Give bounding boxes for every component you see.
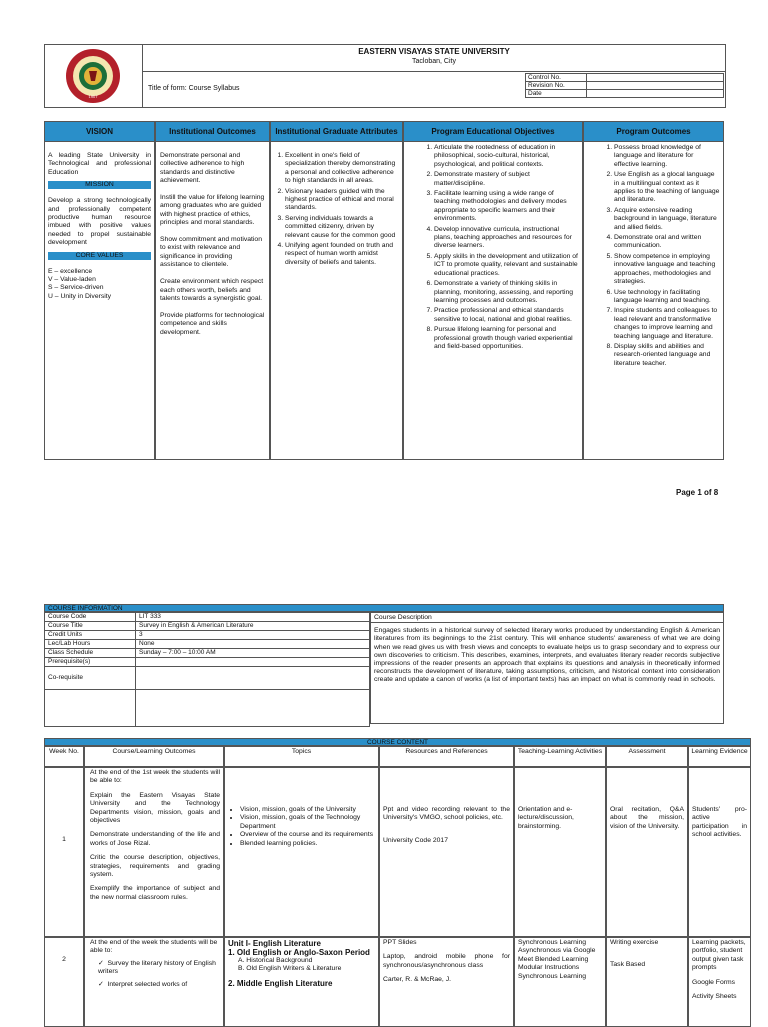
- info-value: LIT 333: [136, 613, 370, 622]
- outcome-item: [90, 981, 220, 989]
- topic-item: • Blended learning policies.: [240, 840, 375, 848]
- table-row: [45, 649, 370, 658]
- info-value: Survey in English & American Literature: [136, 622, 370, 631]
- info-value: Sunday – 7:00 – 10:00 AM: [136, 649, 370, 658]
- week2-evidence: [688, 937, 751, 1027]
- outcomes-header: Course/Learning Outcomes: [84, 746, 224, 767]
- program-outcome-item: 3. Acquire extensive reading background in language, literature and allied fields.: [614, 207, 720, 232]
- table-row: [45, 622, 370, 631]
- week1-resources: [379, 767, 514, 937]
- checkmark-icon: ✓: [98, 959, 104, 967]
- week2-activities: Synchronous Learning Asynchronous via Google Meet Blended Learning Modular Instructions Synchronous Learning: [514, 937, 606, 1027]
- week-no-header: Week No.: [44, 746, 84, 767]
- institutional-outcomes-column: [155, 142, 270, 460]
- form-title: Title of form: Course Syllabus: [148, 85, 240, 92]
- peo-item: 7. Practice professional and ethical standards sensitive to local, national and global realities.: [434, 307, 579, 324]
- peo-item: 1. Articulate the rootedness of education in philosophical, socio-cultural, historical, psychological, and political contexts.: [434, 144, 579, 169]
- revision-no-label: Revision No.: [526, 82, 587, 90]
- week2-topics: [224, 937, 379, 1027]
- peo-item: 6. Demonstrate a variety of thinking skills in planning, monitoring, assessing, and reporting learning processes and outcomes.: [434, 280, 579, 305]
- control-no-value: [587, 74, 724, 82]
- core-values-label: CORE VALUES: [48, 252, 151, 260]
- week-number: 1: [44, 767, 84, 937]
- resource-item: PPT Slides: [383, 939, 417, 946]
- inst-outcome-item: Create environment which respect each others worth, beliefs and talents towards a synergistic goal.: [160, 278, 264, 302]
- university-seal-logo: [45, 45, 142, 107]
- topic-item: B. Old English Writers & Literature: [238, 965, 342, 973]
- inst-outcome-item: Instill the value for lifelong learning among graduates who are guided with highest practice of ethics, principles and moral standards.: [160, 194, 265, 227]
- topic-item: • Overview of the course and its requirements: [240, 831, 375, 839]
- assessment-header: Assessment: [606, 746, 688, 767]
- date-value: [587, 90, 724, 98]
- vision-text: A leading State University in Technological and professional Education: [48, 152, 151, 176]
- topics-header: Topics: [224, 746, 379, 767]
- page-number: Page 1 of 8: [676, 488, 719, 497]
- date-label: Date: [526, 90, 587, 98]
- graduate-attributes-header: Institutional Graduate Attributes: [270, 121, 403, 142]
- info-key: Prerequisite(s): [45, 658, 136, 667]
- outcome-item: At the end of the 1st week the students will be able to:: [90, 769, 220, 785]
- vision-column: [44, 142, 155, 460]
- control-no-label: Control No.: [526, 74, 587, 82]
- table-row: [45, 658, 370, 667]
- outcome-item: [90, 960, 220, 977]
- week1-evidence: Students' pro-active participation in school activities.: [688, 767, 751, 937]
- assessment-item: Writing exercise: [610, 939, 659, 946]
- info-key: Lec/Lab Hours: [45, 640, 136, 649]
- program-outcome-item: 7. Inspire students and colleagues to lead relevant and transformative changes to improve learning and teaching language and literature.: [614, 307, 720, 341]
- program-outcomes-column: [583, 142, 724, 460]
- peo-item: 3. Facilitate learning using a wide range of teaching methodologies and delivery modes appropriate to specific learners and their environments.: [434, 190, 579, 224]
- topic-item: • Vision, mission, goals of the University: [240, 806, 375, 814]
- vision-header: VISION: [44, 121, 155, 142]
- peo-item: 4. Develop innovative curricula, instructional plans, teaching approaches and resources for diverse learners.: [434, 226, 579, 251]
- info-key-empty: [45, 690, 136, 727]
- mission-label: MISSION: [48, 181, 151, 189]
- course-description-label: Course Description: [371, 614, 723, 623]
- week2-outcomes: [84, 937, 224, 1027]
- outcome-text: Survey the literary history of English writers: [98, 959, 216, 976]
- inst-outcome-item: Show commitment and motivation to exist with relevance and significance in providing assistance to clientele.: [160, 236, 262, 269]
- info-value: [136, 667, 370, 690]
- outcome-text: Interpret selected works of: [107, 980, 188, 988]
- assessment-item: Task Based: [610, 961, 646, 969]
- outcome-item: Explain the Eastern Visayas State University and the Technology Departments vision, mission, goals and objectives: [90, 791, 220, 825]
- info-key: Credit Units: [45, 631, 136, 640]
- peo-header: Program Educational Objectives: [403, 121, 583, 142]
- info-value: 3: [136, 631, 370, 640]
- topic-item: • Vision, mission, goals of the Technology Department: [240, 814, 375, 831]
- checkmark-icon: ✓: [98, 980, 104, 988]
- week-number: 2: [44, 937, 84, 1027]
- evidence-item: Activity Sheets: [692, 993, 737, 1001]
- course-info-heading: COURSE INFORMATION: [44, 604, 724, 612]
- program-outcome-item: 1. Possess broad knowledge of language and literature for effective learning.: [614, 144, 720, 169]
- control-table: [525, 73, 724, 98]
- table-row: [45, 640, 370, 649]
- evidence-item: Learning packets, portfolio, student output given task prompts: [692, 939, 746, 972]
- course-content-heading: COURSE CONTENT: [44, 738, 751, 746]
- topic-item: A. Historical Background: [238, 957, 313, 964]
- table-row: [45, 631, 370, 640]
- core-value-item: S – Service-driven: [48, 284, 104, 292]
- resource-item: Laptop, android mobile phone for synchronous/asynchronous class: [383, 953, 510, 969]
- table-row: [45, 667, 370, 690]
- resource-item: University Code 2017: [383, 836, 448, 844]
- revision-no-value: [587, 82, 724, 90]
- evidence-header: Learning Evidence: [688, 746, 751, 767]
- program-outcome-item: 2. Use English as a glocal language in a multilingual context as it applies to the teaching of language and literature.: [614, 171, 720, 205]
- core-value-item: V – Value-laden: [48, 276, 96, 284]
- week2-assessment: [606, 937, 688, 1027]
- course-description: [370, 612, 724, 724]
- syllabus-header: [44, 44, 726, 108]
- week2-resources: [379, 937, 514, 1027]
- table-row: [45, 613, 370, 622]
- logo-cell: [45, 45, 143, 107]
- program-outcomes-header: Program Outcomes: [583, 121, 724, 142]
- unit-title: Unit I- English Literature: [228, 939, 321, 948]
- svg-text:1907: 1907: [88, 94, 98, 99]
- info-key: Co-requisite: [45, 667, 136, 690]
- evidence-item: Google Forms: [692, 978, 736, 986]
- program-outcome-item: 4. Demonstrate oral and written communication.: [614, 234, 720, 251]
- institutional-outcomes-header: Institutional Outcomes: [155, 121, 270, 142]
- info-key: Class Schedule: [45, 649, 136, 658]
- program-outcome-item: 5. Show competence in employing innovative language and teaching approaches, methodologies and strategies.: [614, 253, 720, 287]
- program-outcome-item: 8. Display skills and abilities and research-oriented language and literature teacher.: [614, 343, 720, 368]
- topic-heading: 2. Middle English Literature: [228, 978, 333, 988]
- inst-outcome-item: Demonstrate personal and collective adherence to high standards and distinctive achievement.: [160, 152, 245, 185]
- week1-assessment: Oral recitation, Q&A about the mission, vision of the University.: [606, 767, 688, 937]
- peo-column: [403, 142, 583, 460]
- grad-attribute-item: 2. Visionary leaders guided with the highest practice of ethical and moral standards.: [285, 188, 399, 213]
- grad-attribute-item: 3. Serving individuals towards a committed citizenry, driven by relevant cause for the common good: [285, 215, 399, 240]
- table-row: [45, 690, 370, 727]
- outcome-item: Demonstrate understanding of the life and works of Jose Rizal.: [90, 831, 220, 847]
- grad-attribute-item: 1. Excellent in one's field of specialization thereby demonstrating a personal and collective adherence to high standards in all areas.: [285, 152, 399, 186]
- week1-activities: Orientation and e-lecture/discussion, brainstorming.: [514, 767, 606, 937]
- info-value: [136, 658, 370, 667]
- peo-item: 5. Apply skills in the development and utilization of ICT to promote quality, relevant and sustainable educational practices.: [434, 253, 579, 278]
- university-heading: [143, 45, 725, 72]
- info-key: Course Code: [45, 613, 136, 622]
- activities-header: Teaching-Learning Activities: [514, 746, 606, 767]
- core-value-item: E – excellence: [48, 267, 93, 275]
- outcome-item: Critic the course description, objectives, strategies, requirements and grading system.: [90, 854, 220, 879]
- course-description-text: Engages students in a historical survey of selected literary works produced by understanding English & American literatures from its beginnings to the 21st century. This will enhance students' awareness of what we are doing when we read gives us with fresh views and concepts to evaluate helps us to grasp secondary and to express our own discoveries to criticism. This describes, examines, interprets, and evaluates literary reader records subjective impressions of the reader presents an approach that explains its questions and analysis in theoretically informed reconstructs the development of literature, taking assumptions, criticism, and historical context into consideration create and update a canon of works (a list of important texts) has an impact on what is commonly read in schools.: [374, 627, 720, 684]
- mission-text: Develop a strong technologically and professionally competent productive human resource imbued with positive values needed to propel sustainable development: [48, 197, 151, 247]
- resources-header: Resources and References: [379, 746, 514, 767]
- outcome-item: Exemplify the importance of subject and the new normal classroom rules.: [90, 885, 220, 901]
- peo-item: 2. Demonstrate mastery of subject matter/discipline.: [434, 171, 579, 188]
- university-name: EASTERN VISAYAS STATE UNIVERSITY: [358, 47, 510, 56]
- peo-item: 8. Pursue lifelong learning for personal and professional growth though varied experiential and field-based opportunities.: [434, 326, 579, 351]
- graduate-attributes-column: [270, 142, 403, 460]
- info-value-empty: [136, 690, 370, 727]
- info-key: Course Title: [45, 622, 136, 631]
- course-info-table: [44, 612, 370, 727]
- topic-heading: 1. Old English or Anglo-Saxon Period: [228, 948, 370, 957]
- inst-outcome-item: Provide platforms for technological competence and skills development.: [160, 311, 265, 336]
- week1-outcomes: [84, 767, 224, 937]
- program-outcome-item: 6. Use technology in facilitating language learning and teaching.: [614, 289, 720, 306]
- week1-topics: [224, 767, 379, 937]
- grad-attribute-item: 4. Unifying agent founded on truth and respect of human worth amidst diversity of beliefs and talents.: [285, 242, 399, 267]
- resource-item: Carter, R. & McRae, J.: [383, 976, 451, 984]
- university-city: Tacloban, City: [412, 58, 456, 65]
- core-value-item: U – Unity in Diversity: [48, 292, 112, 300]
- outcome-item: At the end of the week the students will be able to:: [90, 939, 218, 955]
- info-value: None: [136, 640, 370, 649]
- resource-item: Ppt and video recording relevant to the University's VMGO, school policies, etc.: [383, 806, 510, 822]
